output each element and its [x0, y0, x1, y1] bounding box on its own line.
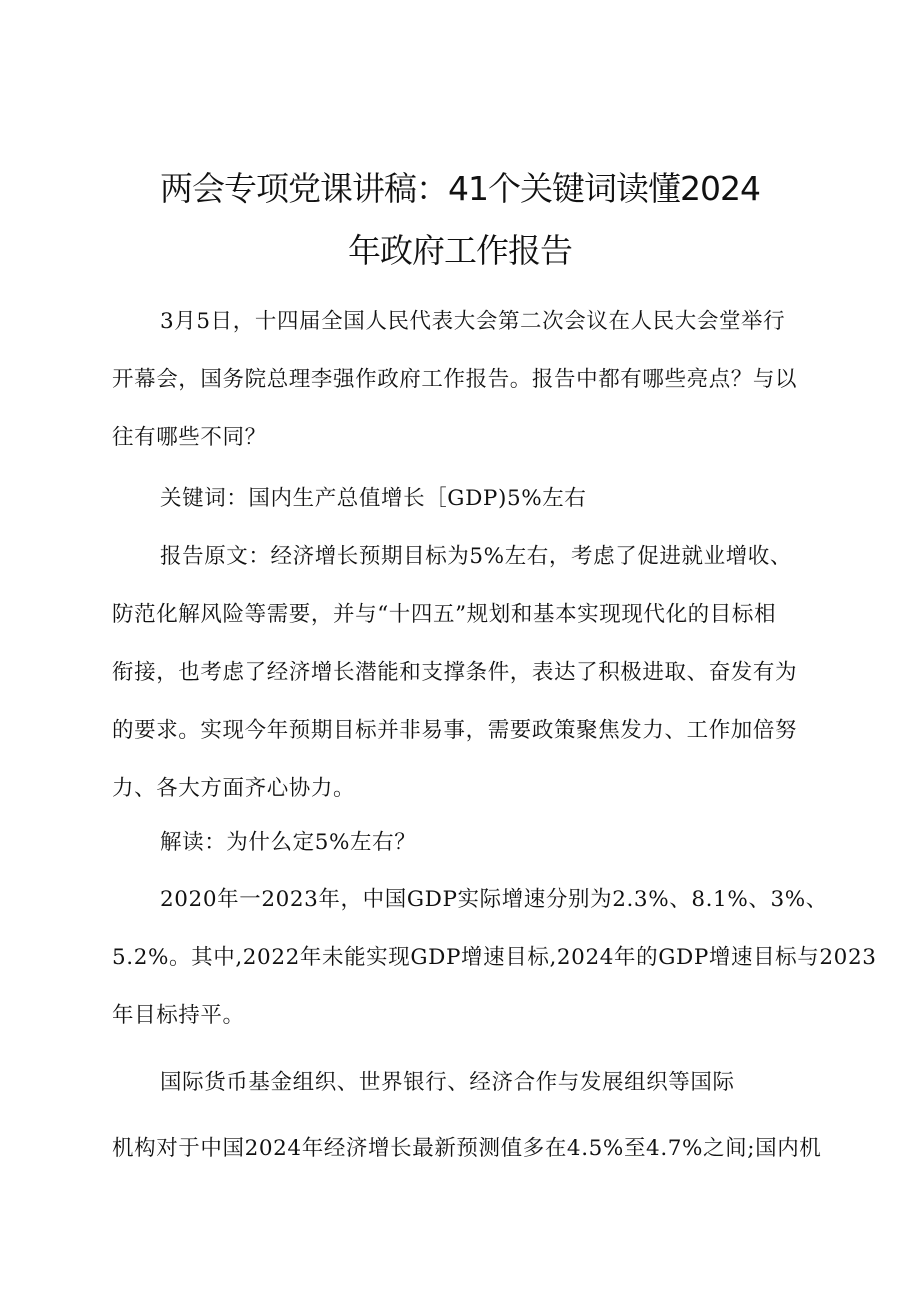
interpretation-line: 解读：为什么定5%左右？	[160, 830, 417, 855]
paragraph-line: 机构对于中国2024年经济增长最新预测值多在4.5%至4.7%之间;国内机	[112, 1136, 822, 1161]
paragraph-line: 防范化解风险等需要，并与“十四五”规划和基本实现现代化的目标相	[112, 602, 777, 627]
title-line: 两会专项党课讲稿：41个关键词读懂2024	[160, 169, 760, 208]
paragraph-line: 力、各大方面齐心协力。	[112, 776, 356, 801]
paragraph-line: 2020年一2023年，中国GDP实际增速分别为2.3%、8.1%、3%、	[160, 887, 828, 912]
gdp-paragraph	[112, 871, 877, 1045]
paragraph-line: 报告原文：经济增长预期目标为5%左右，考虑了促进就业增收、	[160, 544, 793, 569]
paragraph-line: 3月5日，十四届全国人民代表大会第二次会议在人民大会堂举行	[160, 309, 786, 334]
paragraph-line: 5.2%。其中,2022年未能实现GDP增速目标,2024年的GDP增速目标与2023	[112, 945, 877, 970]
keyword-line: 关键词：国内生产总值增长［GDP)5%左右	[160, 486, 587, 511]
interpretation-heading	[112, 814, 822, 872]
paragraph-line: 的要求。实现今年预期目标并非易事，需要政策聚焦发力、工作加倍努	[112, 718, 798, 743]
forecast-paragraph	[112, 1054, 822, 1178]
paragraph-line: 开幕会，国务院总理李强作政府工作报告。报告中都有哪些亮点？与以	[112, 367, 798, 392]
paragraph-line: 衔接，也考虑了经济增长潜能和支撑条件，表达了积极进取、奋发有为	[112, 660, 798, 685]
keyword-heading	[112, 470, 822, 528]
document-title	[110, 158, 810, 282]
paragraph-line: 国际货币基金组织、世界银行、经济合作与发展组织等国际	[160, 1070, 735, 1095]
intro-paragraph	[112, 293, 822, 467]
title-line: 年政府工作报告	[348, 231, 572, 270]
paragraph-line: 年目标持平。	[112, 1003, 245, 1028]
report-original-paragraph	[112, 528, 822, 818]
paragraph-line: 往有哪些不同？	[112, 425, 267, 450]
